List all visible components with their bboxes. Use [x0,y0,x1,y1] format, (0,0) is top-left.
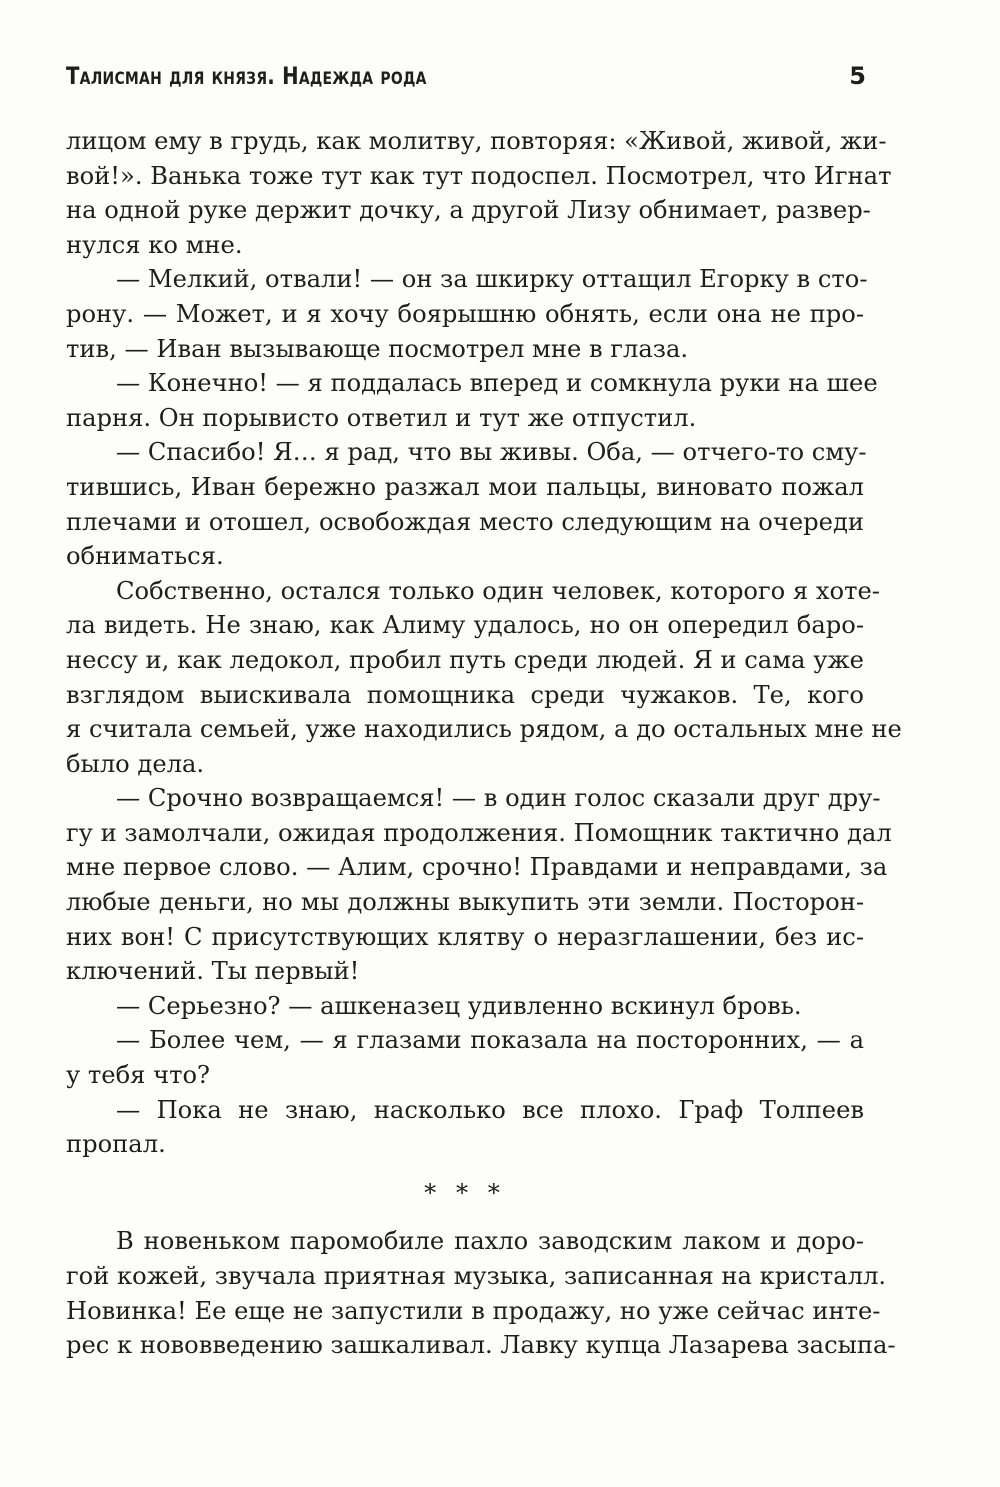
text-line: — Конечно! — я поддалась вперед и сомкнула руки на шее [116,369,878,398]
text-line: лицом ему в грудь, как молитву, повторяя: «Живой, живой, жи- [66,127,887,155]
text-line: мне первое слово. — Алим, срочно! Правдами и неправдами, за [66,853,888,882]
text-line: — Пока не знаю, насколько все плохо. Граф Толпеев [116,1095,864,1124]
text-line: Новинка! Ее еще не запустили в продажу, но уже сейчас инте- [66,1296,881,1325]
text-line: было дела. [66,749,205,778]
text-line: гой кожей, звучала приятная музыка, записанная на кристалл. [66,1262,887,1290]
page-body [66,124,902,1363]
page-number: 5 [849,62,866,90]
text-line: — Срочно возвращаемся! — в один голос сказали друг дру- [116,784,881,813]
text-line: рес к нововведению зашкаливал. Лавку купца Лазарева засыпа- [66,1331,896,1360]
text-line: Собственно, остался только один человек, которого я хоте- [116,576,880,605]
text-line: тившись, Иван бережно разжал мои пальцы, виновато пожал [66,472,864,501]
text-line: любые деньги, но мы должны выкупить эти земли. Посторон- [66,888,864,917]
text-line: парня. Он порывисто ответил и тут же отпустил. [66,403,697,432]
text-line: тив, — Иван вызывающе посмотрел мне в глаза. [66,334,689,363]
text-line: — Более чем, — я глазами показала на посторонних, — а [116,1026,864,1055]
text-line: у тебя что? [66,1061,211,1090]
text-line: взглядом выискивала помощника среди чужаков. Те, кого [66,680,864,709]
text-line: нессу и, как ледокол, пробил путь среди людей. Я и сама уже [66,645,864,674]
running-header [66,62,866,102]
text-line: — Спасибо! Я… я рад, что вы живы. Оба, — отчего-то сму- [116,438,867,467]
text-line: на одной руке держит дочку, а другой Лизу обнимает, развер- [66,196,871,225]
text-line: В новеньком паромобиле пахло заводским лаком и доро- [116,1227,864,1256]
text-line: плечами и отошел, освобождая место следующим на очереди [66,507,864,536]
text-line: нулся ко мне. [66,230,243,259]
text-line: ключений. Ты первый! [66,957,360,986]
text-line: рону. — Может, и я хочу боярышню обнять, если она не про- [66,299,864,328]
text-line: гу и замолчали, ожидая продолжения. Помощник тактично дал [66,818,892,847]
text-line: я считала семьей, уже находились рядом, а до остальных мне не [66,715,902,744]
text-line: вой!». Ванька тоже тут как тут подоспел. Посмотрел, что Игнат [66,161,892,190]
text-line: пропал. [66,1130,166,1159]
text-line: обниматься. [66,542,224,571]
text-line: ла видеть. Не знаю, как Алиму удалось, но он опередил баро- [66,611,864,640]
book-title: Талисман для князя. Надежда рода [66,62,427,90]
text-line: — Мелкий, отвали! — он за шкирку оттащил Егорку в сто- [116,265,868,294]
text-line: них вон! С присутствующих клятву о неразглашении, без ис- [66,922,864,951]
section-separator: * * * [424,1178,506,1207]
text-line: — Серьезно? — ашкеназец удивленно вскинул бровь. [116,991,802,1020]
